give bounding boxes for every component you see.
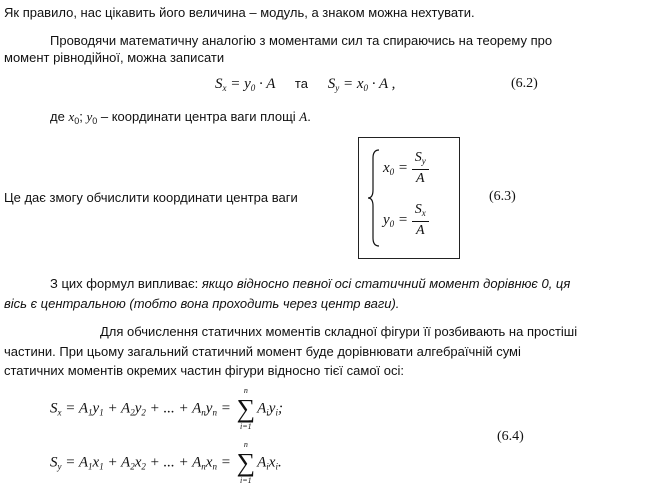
- equation-number: (6.3): [489, 189, 516, 204]
- text-line: статичних моментів окремих частин фігури відносно тієї самої осі:: [4, 363, 405, 378]
- text-line: [50, 275, 570, 293]
- var: y: [86, 109, 93, 124]
- subscript: n: [201, 407, 206, 418]
- italic-text: якщо відносно певної осі статичний момент дорівнює 0, ця: [201, 276, 571, 291]
- numerator: S: [414, 202, 422, 217]
- eq-text: + A: [103, 454, 131, 471]
- eq-subscript: y: [335, 83, 340, 93]
- text-line: Як правило, нас цікавить його величина – модуль, а знаком можна нехтувати.: [4, 5, 475, 20]
- subscript: 1: [99, 407, 104, 418]
- var: S: [50, 454, 58, 471]
- fraction: [412, 202, 429, 239]
- eq-text: · A ,: [367, 76, 396, 92]
- formula-box: [358, 137, 460, 259]
- text-line: момент рівнодійної, можна записати: [4, 50, 225, 65]
- subscript: 0: [389, 218, 395, 229]
- eq-text: = A: [61, 400, 89, 417]
- var: y: [92, 400, 100, 417]
- var: x: [92, 454, 100, 471]
- var: x: [383, 159, 390, 176]
- subscript: n: [201, 461, 206, 472]
- eq-text: + ... + A: [145, 454, 202, 471]
- subscript: x: [57, 407, 62, 418]
- subscript: 0: [92, 116, 98, 126]
- subscript: i: [275, 461, 278, 472]
- subscript: 1: [99, 461, 104, 472]
- denominator: A: [416, 223, 425, 238]
- var: y: [134, 400, 142, 417]
- sigma-icon: ∑: [236, 394, 256, 423]
- eq-subscript: x: [222, 83, 227, 93]
- eq-text: = y: [226, 76, 251, 92]
- sum-upper-limit: n: [243, 386, 248, 395]
- subscript: 0: [74, 116, 80, 126]
- text-line: Для обчислення статичних моментів складної фігури її розбивають на простіші: [100, 324, 578, 339]
- sum-operator: [237, 440, 256, 486]
- var: y: [205, 400, 213, 417]
- text: – координати центра ваги площі: [97, 109, 300, 124]
- equation-y0: [383, 202, 429, 239]
- eq-text: =: [394, 159, 412, 176]
- eq-subscript: 0: [363, 83, 368, 93]
- text: ;: [79, 109, 87, 124]
- eq-text: ;: [277, 400, 283, 417]
- var: y: [268, 400, 276, 417]
- text-line: частини. При цьому загальний статичний момент буде дорівнювати алгебраїчній сумі: [4, 344, 521, 359]
- sum-upper-limit: n: [243, 440, 248, 449]
- italic-text: вісь є центральною (тобто вона проходить через центр ваги).: [4, 296, 400, 311]
- eq-text: =: [216, 400, 235, 417]
- var: y: [383, 211, 390, 228]
- subscript: 2: [141, 461, 146, 472]
- var: x: [134, 454, 142, 471]
- subscript: x: [421, 208, 426, 218]
- subscript: i: [266, 461, 269, 472]
- subscript: i: [275, 407, 278, 418]
- sum-lower-limit: i=1: [240, 476, 252, 485]
- subscript: i: [266, 407, 269, 418]
- fraction: [412, 150, 429, 187]
- text: З цих формул випливає:: [50, 276, 202, 291]
- subscript: n: [212, 407, 217, 418]
- subscript: 2: [130, 407, 135, 418]
- var: A: [299, 109, 308, 124]
- eq-text: =: [394, 211, 412, 228]
- subscript: 1: [88, 461, 93, 472]
- denominator: A: [416, 171, 425, 186]
- sum-lower-limit: i=1: [240, 422, 252, 431]
- subscript: 0: [389, 166, 395, 177]
- eq-text: = x: [339, 76, 364, 92]
- eq-text: =: [216, 454, 235, 471]
- subscript: 2: [141, 407, 146, 418]
- eq-symbol: S: [215, 76, 223, 92]
- subscript: n: [212, 461, 217, 472]
- equation-6-4-sy: [50, 440, 282, 486]
- equation-x0: [383, 150, 429, 187]
- sum-operator: [237, 386, 256, 432]
- eq-text: + ... + A: [145, 400, 202, 417]
- equation-number: (6.2): [511, 76, 538, 91]
- sigma-icon: ∑: [236, 448, 256, 477]
- var: A: [257, 454, 267, 471]
- text: .: [307, 109, 311, 124]
- var: x: [68, 109, 75, 124]
- eq-text: .: [277, 454, 282, 471]
- curly-brace-icon: [367, 148, 381, 248]
- subscript: y: [57, 461, 62, 472]
- eq-text: · A: [255, 76, 276, 92]
- text-line: Це дає змогу обчислити координати центра ваги: [4, 190, 298, 205]
- eq-text: + A: [103, 400, 131, 417]
- var: S: [50, 400, 58, 417]
- subscript: 1: [88, 407, 93, 418]
- var: A: [257, 400, 267, 417]
- subscript: y: [421, 156, 426, 166]
- where-line: [50, 108, 311, 130]
- eq-conjunction: та: [294, 76, 308, 91]
- var: x: [205, 454, 213, 471]
- equation-6-4-sx: [50, 386, 283, 432]
- text-line: Проводячи математичну аналогію з моментами сил та спираючись на теорему про: [50, 33, 553, 48]
- subscript: 2: [130, 461, 135, 472]
- numerator: S: [414, 150, 422, 165]
- equation-number: (6.4): [497, 429, 524, 444]
- eq-symbol: S: [327, 76, 336, 92]
- text: де: [50, 109, 69, 124]
- eq-subscript: 0: [250, 83, 256, 93]
- var: x: [268, 454, 276, 471]
- eq-text: = A: [61, 454, 89, 471]
- equation-6-2: [215, 76, 395, 93]
